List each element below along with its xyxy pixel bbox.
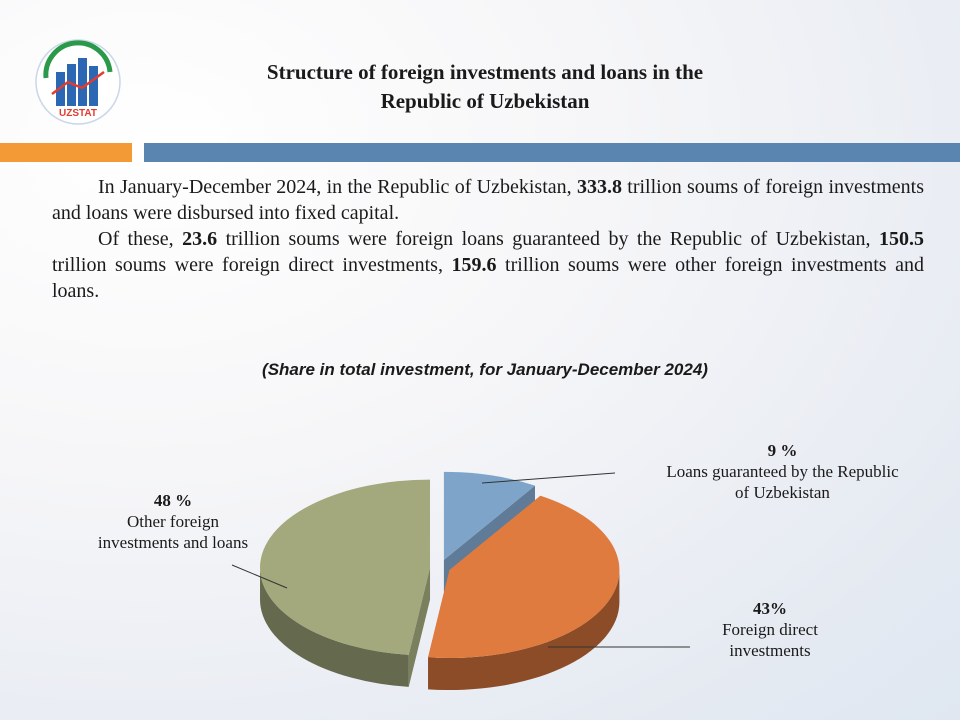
logo-text: UZSTAT — [59, 108, 97, 119]
total-value: 333.8 — [576, 176, 622, 198]
slice-label-other: 48 % Other foreign investments and loans — [68, 490, 278, 553]
slice-pct-other: 48 % — [153, 491, 193, 510]
slice-pct-fdi: 43% — [753, 599, 787, 618]
slice-label-loans: 9 % Loans guaranteed by the Republic of Uzbekistan — [630, 440, 935, 503]
fdi-value: 150.5 — [879, 228, 925, 250]
chart-subtitle: (Share in total investment, for January-December 2024) — [262, 360, 708, 379]
title-line-1: Structure of foreign investments and loans in the — [266, 60, 704, 84]
intro-paragraph-1: In January-December 2024, in the Republic of Uzbekistan, 333.8 trillion soums of foreign investments and loans were disbursed into fixed capital. — [52, 176, 925, 224]
other-value: 159.6 — [451, 254, 497, 276]
title-line-2: Republic of Uzbekistan — [380, 89, 590, 113]
slice-pct-loans: 9 % — [767, 441, 798, 460]
guaranteed-loans-value: 23.6 — [182, 228, 218, 250]
slice-label-fdi: 43% Foreign direct investments — [680, 598, 860, 661]
intro-paragraph-2: Of these, 23.6 trillion soums were foreign loans guaranteed by the Republic of Uzbekistan, 150.5 trillion soums were foreign direct investments, 159.6 trillion soums were other foreign investments and loans. — [52, 228, 925, 302]
